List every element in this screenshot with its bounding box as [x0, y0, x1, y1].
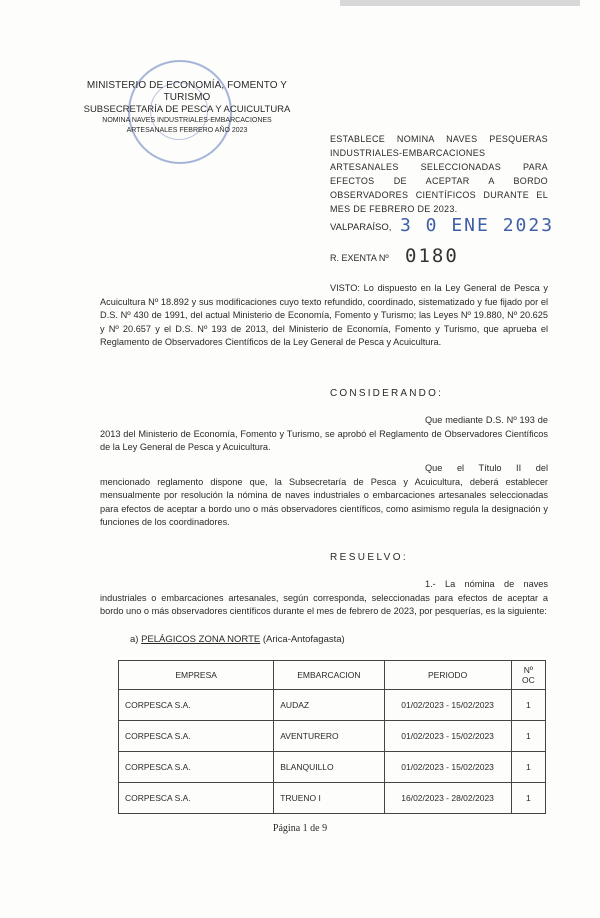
subsecretaria-name: SUBSECRETARÍA DE PESCA Y ACUICULTURA	[83, 104, 291, 115]
cell-periodo: 01/02/2023 - 15/02/2023	[384, 721, 511, 752]
page-number: Página 1 de 9	[272, 823, 328, 834]
scan-edge	[340, 0, 580, 6]
doc-subject-line-2: ARTESANALES FEBRERO AÑO 2023	[126, 127, 248, 134]
resolution-summary: ESTABLECE NOMINA NAVES PESQUERAS INDUSTRIALES-EMBARCACIONES ARTESANALES SELECCIONADAS PARA EFECTOS DE ACEPTAR A BORDO OBSERVADORES CIENTÍFICOS DURANTE EL MES DE FEBRERO DE 2023.	[330, 134, 548, 214]
section-region: (Arica-Antofagasta)	[262, 634, 345, 645]
cell-empresa: CORPESCA S.A.	[119, 721, 274, 752]
cell-n-oc: 1	[511, 752, 545, 783]
considerando-paragraph-1: Que mediante D.S. Nº 193 de 2013 del Ministerio de Economía, Fomento y Turismo, se aprobó el Reglamento de Observadores Científicos de la Ley General de Pesca y Acuicultura.	[100, 415, 548, 453]
ministry-name: MINISTERIO DE ECONOMÍA, FOMENTO Y TURISMO	[86, 80, 288, 103]
cell-periodo: 16/02/2023 - 28/02/2023	[384, 783, 511, 814]
resuelvo-paragraph-1: 1.- La nómina de naves industriales o embarcaciones artesanales, según corresponda, seleccionadas para efectos de aceptar a bordo uno o más observadores científicos durante el mes de febrero de 2023, por pesquerías, es la siguiente:	[100, 579, 548, 617]
table-row	[119, 752, 546, 783]
cell-embarcacion: AVENTURERO	[274, 721, 384, 752]
cell-n-oc: 1	[511, 783, 545, 814]
letterhead	[72, 80, 302, 136]
cell-periodo: 01/02/2023 - 15/02/2023	[384, 690, 511, 721]
resuelvo-heading: RESUELVO:	[330, 552, 409, 563]
cell-empresa: CORPESCA S.A.	[119, 752, 274, 783]
section-prefix: a)	[130, 634, 139, 645]
exenta-number: 0180	[405, 245, 459, 267]
col-header-embarcacion: EMBARCACION	[274, 661, 384, 690]
table-row	[119, 783, 546, 814]
visto-paragraph: VISTO: Lo dispuesto en la Ley General de Pesca y Acuicultura Nº 18.892 y sus modificaciones cuyo texto refundido, coordinado, sistematizado y fue fijado por el D.S. Nº 430 de 1991, del actual Ministerio de Economía, Fomento y Turismo; las Leyes Nº 19.880, Nº 20.625 y Nº 20.657 y el D.S. Nº 193 de 2013, del Ministerio de Economía, Fomento y Turismo, que aprueba el Reglamento de Observadores Científicos de la Ley General de Pesca y Acuicultura.	[100, 283, 548, 348]
table-header-row	[119, 661, 546, 690]
table-row	[119, 721, 546, 752]
vessel-table	[118, 660, 546, 814]
date-stamp: 3 0 ENE 2023	[400, 215, 555, 236]
col-header-empresa: EMPRESA	[119, 661, 274, 690]
cell-periodo: 01/02/2023 - 15/02/2023	[384, 752, 511, 783]
doc-subject-line-1: NOMINA NAVES INDUSTRIALES-EMBARCACIONES	[102, 117, 272, 124]
section-name: PELÁGICOS ZONA NORTE	[141, 634, 261, 645]
cell-embarcacion: AUDAZ	[274, 690, 384, 721]
considerando-paragraph-2: Que el Título II del mencionado reglamento dispone que, la Subsecretaría de Pesca y Acuicultura, deberá establecer mensualmente por resolución la nómina de naves industriales o embarcaciones artesanales seleccionadas para efectos de aceptar a bordo uno o más observadores científicos, como asimismo regula la designación y funciones de los coordinadores.	[100, 463, 548, 528]
cell-empresa: CORPESCA S.A.	[119, 783, 274, 814]
exenta-label: R. EXENTA Nº	[330, 253, 389, 263]
cell-empresa: CORPESCA S.A.	[119, 690, 274, 721]
col-header-n-oc: Nº OC	[511, 661, 545, 690]
cell-n-oc: 1	[511, 721, 545, 752]
cell-embarcacion: BLANQUILLO	[274, 752, 384, 783]
cell-n-oc: 1	[511, 690, 545, 721]
col-header-periodo: PERIODO	[384, 661, 511, 690]
considerando-heading: CONSIDERANDO:	[330, 388, 444, 399]
section-title	[130, 634, 345, 645]
place-label: VALPARAÍSO,	[330, 222, 392, 233]
cell-embarcacion: TRUENO I	[274, 783, 384, 814]
table-row	[119, 690, 546, 721]
